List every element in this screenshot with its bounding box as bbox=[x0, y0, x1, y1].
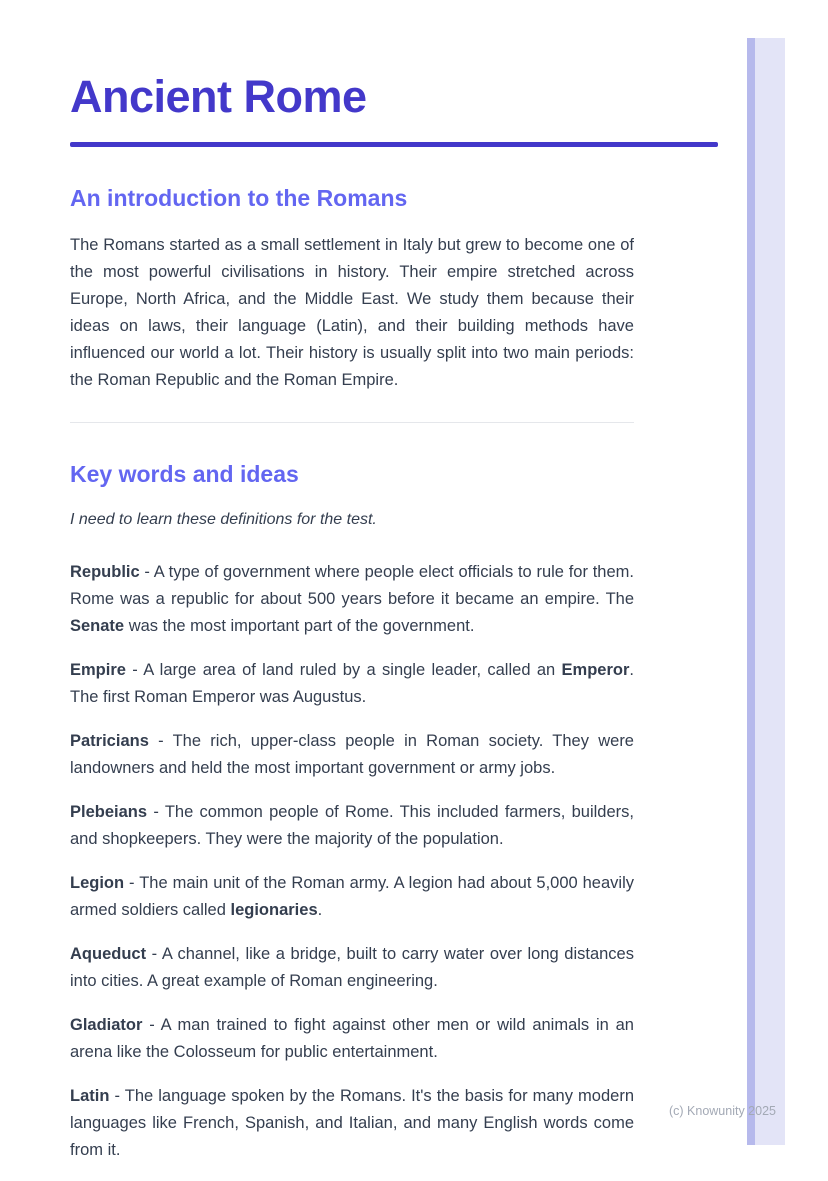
definition-bold-word: legionaries bbox=[230, 900, 318, 919]
definition-item: Patricians - The rich, upper-class people in Roman society. They were landowners and held the most important government or army jobs. bbox=[70, 731, 634, 777]
definition-term: Gladiator bbox=[70, 1015, 143, 1034]
definition-term: Republic bbox=[70, 562, 140, 581]
title-underline-rule bbox=[70, 142, 718, 147]
definition-item: Legion - The main unit of the Roman army. A legion had about 5,000 heavily armed soldiers called legionaries. bbox=[70, 873, 634, 919]
definition-bold-word: Senate bbox=[70, 616, 125, 635]
page-title: Ancient Rome bbox=[70, 71, 367, 122]
definition-item: Republic - A type of government where people elect officials to rule for them. Rome was a republic for about 500 years before it became an empire. The Senate was the most important part of the government. bbox=[70, 562, 634, 635]
definition-bold-word: Emperor bbox=[561, 660, 630, 679]
copyright-watermark: (c) Knowunity 2025 bbox=[668, 1104, 776, 1118]
definition-item: Aqueduct - A channel, like a bridge, built to carry water over long distances into cities. A great example of Roman engineering. bbox=[70, 944, 634, 990]
keywords-note: I need to learn these definitions for the test. bbox=[70, 510, 377, 528]
page-edge-strip-light bbox=[755, 38, 785, 1145]
section-heading-introduction: An introduction to the Romans bbox=[70, 184, 408, 211]
introduction-paragraph: The Romans started as a small settlement in Italy but grew to become one of the most powerful civilisations in history. Their empire stretched across Europe, North Africa, and the Middle East. We study them because their ideas on laws, their language (Latin), and their building methods have influenced our world a lot. Their history is usually split into two main periods: the Roman Republic and the Roman Empire. bbox=[70, 235, 634, 389]
definition-term: Empire bbox=[70, 660, 126, 679]
document-page bbox=[70, 0, 718, 1181]
definition-item: Plebeians - The common people of Rome. This included farmers, builders, and shopkeepers. They were the majority of the population. bbox=[70, 802, 634, 848]
definition-item: Gladiator - A man trained to fight against other men or wild animals in an arena like the Colosseum for public entertainment. bbox=[70, 1015, 634, 1061]
definition-term: Latin bbox=[70, 1086, 110, 1105]
definition-term: Patricians bbox=[70, 731, 149, 750]
section-heading-keywords: Key words and ideas bbox=[70, 460, 299, 487]
definition-item: Empire - A large area of land ruled by a single leader, called an Emperor. The first Roman Emperor was Augustus. bbox=[70, 660, 634, 706]
definition-term: Legion bbox=[70, 873, 125, 892]
definition-term: Plebeians bbox=[70, 802, 148, 821]
definition-item: Latin - The language spoken by the Romans. It's the basis for many modern languages like French, Spanish, and Italian, and many English words come from it. bbox=[70, 1086, 634, 1159]
definition-term: Aqueduct bbox=[70, 944, 147, 963]
page-edge-strip-dark bbox=[747, 38, 755, 1145]
definitions-list bbox=[70, 559, 718, 1164]
section-divider bbox=[70, 422, 634, 423]
